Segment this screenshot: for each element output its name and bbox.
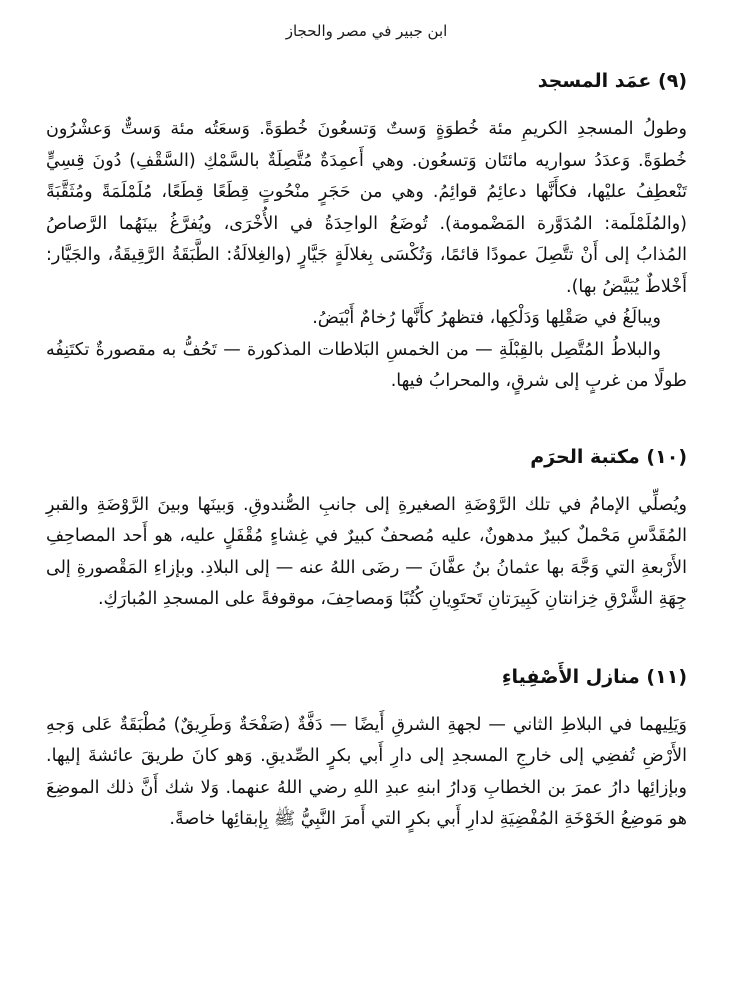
running-header: ابن جبير في مصر والحجاز: [285, 22, 448, 40]
paragraph-library: ويُصلِّي الإمامُ في تلك الرَّوْضَةِ الصغيرةِ إلى جانبِ الصُّندوقِ. وَبينَها وبينَ الرَّوْضَةِ والقبرِ المُقَدَّسِ مَحْملٌ كبيرٌ مدهونٌ، عليه مُصحفٌ كبيرٌ في غِشاءٍ مُقْفَلٍ عليه، هو أَحد المصاحِفِ الأَرْبعةِ التي وَجَّهَ بها عثمانُ بنُ عفَّانَ — رضَى اللهُ عنه — إلى البلادِ. وبإزاءِ المَقْصورةِ إلى جِهَةِ الشَّرْقِ خِزانتانِ كَبِيرَتانِ تَحتَوِيانِ كُتُبًا وَمصاحِفَ، موقوفةً على المسجدِ المُبارَكِ.: [46, 494, 687, 609]
section-heading-houses: (١١) منازل الأَصْفِياءِ: [501, 665, 687, 688]
section-heading-columns: (٩) عمَد المسجد: [537, 70, 687, 92]
paragraph-mosque-dimensions: وطولُ المسجدِ الكريمِ مئة خُطوَةٍ وَستٌ وَتسعُونَ خُطوَةً. وَسعَتُه مئة وَستٌّ وَعشْرُون خُطوَةً. وَعدَدُ سواريه مائتَان وَتسعُون. وهي أَعمِدَةٌ مُتَّصِلَةٌ بالسَّمْكِ (السَّقْفِ) دُونَ قِسِيٍّ تَنْعطِفُ عليْها، فكأَنَّها دعائِمُ قوائِمُ. وهي من حَجَرٍ منْحُوتٍ قِطَعًا قِطَعًا، مُلَمْلَمَةً ومُثَقَّبَةً (والمُلَمْلَمة: المُدَوَّرة المَضْمومة). تُوضَعُ الواحِدَةُ في الأُخْرَى، ويُفرَّغُ بينَهُما الرَّصاصُ المُذابُ إلى أَنْ تتَّصِلَ عمودًا قائمًا، وَتُكْسَى بِغلالَةٍ جَيَّارٍ (والغِلالَةُ: الطَّبَقَةُ الرَّقِيقَةُ، والجَيَّار: أَخْلاطٌ يُبَيَّضُ بها).: [46, 119, 687, 297]
page-body: [46, 58, 687, 836]
paragraph-qibla-aisle: والبلاطُ المُتَّصِل بالقِبْلَةِ — من الخمسِ البَلاطات المذكورة — تَحُفُّ به مقصورةٌ تكتَنِفُه طولًا من غربٍ إلى شرقٍ، والمحرابُ فيها.: [46, 339, 687, 391]
paragraph-houses: وَيَلِيهما في البلاطِ الثاني — لجهةِ الشرقِ أَيضًا — دَفَّةٌ (صَفْحَةٌ وَطَرِيقٌ) مُطْبَقَةٌ عَلى وَجهِ الأَرْضِ تُفضِي إلى خارجِ المسجدِ إلى دارِ أَبي بكرٍ الصِّديقِ. وَهو كانَ طريقَ عائشةَ إليها. وبإزائِها دارُ عمرَ بن الخطابِ وَدارُ ابنهِ عبدِ اللهِ رضي اللهُ عنهما. وَلا شك أَنَّ ذلك الموضِعَ هو مَوضِعُ الخَوْخَةِ المُفْضِيَةِ لدارِ أَبي بكرٍ التي أَمرَ النَّبِيُّ ﷺ بِإبقائِها خاصةً.: [46, 714, 687, 829]
section-heading-library: (١٠) مكتبة الحرَم: [530, 445, 687, 468]
paragraph-polishing: ويبالَغُ في صَقْلِها وَدَلْكِها، فتظهرُ كأَنَّها رُخامٌ أَبْيَضُ.: [312, 308, 661, 328]
